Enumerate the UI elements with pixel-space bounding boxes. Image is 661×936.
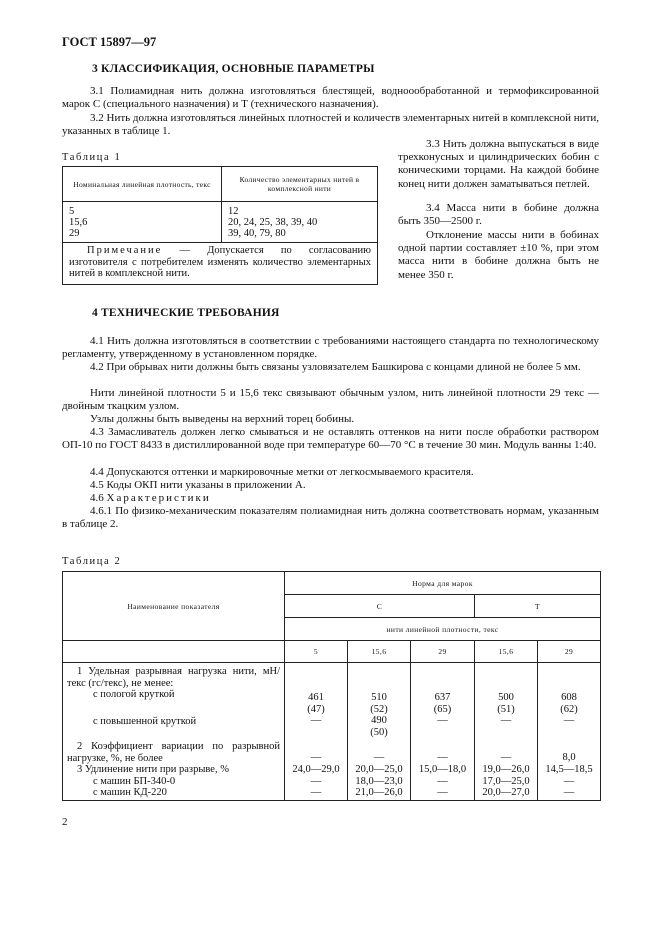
- table-cell: —: [285, 787, 348, 800]
- document-id: ГОСТ 15897—97: [62, 35, 157, 49]
- table-cell: —: [538, 787, 601, 800]
- paragraph-3-4: 3.4 Масса нити в бобине должна быть 350—2500 г.: [398, 202, 599, 228]
- paragraph-4-3: 4.3 Замасливатель должен легко смываться и не оставлять оттенков на нити после обработки раствором ОП-10 по ГОСТ 8433 в дистиллированной воде при температуре 60—70 °С в течение 30 мин. Модуль ванны 1:40.: [62, 426, 599, 452]
- table-1-header-density: Номинальная линейная плотность, текс: [63, 167, 222, 202]
- table-cell: 510 (52): [348, 663, 411, 716]
- table-2-header-blank: [63, 641, 285, 663]
- table-cell: 14,5—18,5: [538, 764, 601, 776]
- table-cell: 21,0—26,0: [348, 787, 411, 800]
- table-2-col-c-5: 5: [285, 641, 348, 663]
- table-2-caption: Таблица 2: [62, 556, 122, 567]
- table-2: [62, 571, 601, 801]
- paragraph-4-6-1: 4.6.1 По физико-механическим показателям полиамидная нить должна соответствовать нормам, указанным в таблице 2.: [62, 505, 599, 531]
- table-cell: 8,0: [538, 738, 601, 764]
- table-2-row-3b-label: с машин КД-220: [63, 787, 285, 800]
- table-2-row-2-label: 2 Коэффициент вариации по разрывной нагрузке, %, не более: [63, 738, 285, 764]
- table-row: [63, 764, 601, 776]
- table-row: [63, 663, 601, 716]
- table-2-col-t-29: 29: [538, 641, 601, 663]
- table-cell: —: [285, 738, 348, 764]
- table-cell: 490 (50): [348, 715, 411, 738]
- table-2-col-c-29: 29: [411, 641, 475, 663]
- paragraph-3-1: 3.1 Полиамидная нить должна изготовляться блестящей, водноообработанной и термофиксированной марок С (специального назначения) и Т (технического назначения).: [62, 85, 599, 111]
- table-cell: —: [538, 715, 601, 738]
- table-row: [63, 776, 601, 788]
- table-2-header-name: Наименование показателя: [63, 572, 285, 641]
- paragraph-4-1: 4.1 Нить должна изготовляться в соответствии с требованиями настоящего стандарта по технологическому регламенту, утвержденному в установленном порядке.: [62, 335, 599, 361]
- table-row: [63, 738, 601, 764]
- table-cell: 608 (62): [538, 663, 601, 716]
- table-cell: 19,0—26,0: [475, 764, 538, 776]
- table-cell: 637 (65): [411, 663, 475, 716]
- section-3-title: 3 КЛАССИФИКАЦИЯ, ОСНОВНЫЕ ПАРАМЕТРЫ: [92, 63, 375, 75]
- table-cell: —: [285, 715, 348, 738]
- table-2-col-c-15-6: 15,6: [348, 641, 411, 663]
- table-1-header-count: Количество элементарных нитей в комплексной нити: [222, 167, 378, 202]
- paragraph-4-4: 4.4 Допускаются оттенки и маркировочные метки от легкосмываемого красителя.: [90, 466, 474, 478]
- table-1-caption: Таблица 1: [62, 152, 122, 163]
- table-cell: —: [475, 738, 538, 764]
- table-row: [63, 787, 601, 800]
- table-cell: 15,0—18,0: [411, 764, 475, 776]
- section-4-title: 4 ТЕХНИЧЕСКИЕ ТРЕБОВАНИЯ: [92, 307, 280, 319]
- paragraph-3-4-deviation: Отклонение массы нити в бобинах одной партии составляет ±10 %, при этом масса нити в бобине должна быть не менее 350 г.: [398, 229, 599, 281]
- table-cell: 24,0—29,0: [285, 764, 348, 776]
- table-cell: —: [285, 776, 348, 788]
- paragraph-4-6: 4.6 Характеристики: [90, 492, 211, 504]
- paragraph-4-5: 4.5 Коды ОКП нити указаны в приложении А.: [90, 479, 306, 491]
- table-2-row-1c-label: с повышенной круткой: [63, 715, 285, 738]
- table-cell: 17,0—25,0: [475, 776, 538, 788]
- table-2-col-t-15-6: 15,6: [475, 641, 538, 663]
- table-2-header-density: нити линейной плотности, текс: [285, 618, 601, 641]
- paragraph-4-2-knots: Нити линейной плотности 5 и 15,6 текс связывают обычным узлом, нить линейной плотности 29 текс — двойным ткацким узлом.: [62, 387, 599, 413]
- table-1: [62, 166, 378, 285]
- table-cell: —: [348, 738, 411, 764]
- table-1-count-cell: 12 20, 24, 25, 38, 39, 40 39, 40, 79, 80: [222, 202, 378, 243]
- paragraph-3-3: 3.3 Нить должна выпускаться в виде трехконусных и цилиндрических бобин с коническими торцами. На каждой бобине конец нити должен заматываться петлей.: [398, 138, 599, 190]
- table-cell: —: [411, 738, 475, 764]
- table-cell: —: [411, 787, 475, 800]
- table-1-density-cell: 5 15,6 29: [63, 202, 222, 243]
- table-2-header-mark-t: Т: [475, 595, 601, 618]
- table-row: [63, 715, 601, 738]
- table-2-row-3-label: 3 Удлинение нити при разрыве, %: [63, 764, 285, 776]
- table-cell: —: [538, 776, 601, 788]
- table-2-row-3a-label: с машин БП-340-0: [63, 776, 285, 788]
- paragraph-3-2: 3.2 Нить должна изготовляться линейных плотностей и количеств элементарных нитей в комплексной нити, указанных в таблице 1.: [62, 112, 600, 138]
- table-cell: 20,0—27,0: [475, 787, 538, 800]
- table-cell: 20,0—25,0: [348, 764, 411, 776]
- table-cell: —: [411, 715, 475, 738]
- paragraph-4-2: 4.2 При обрывах нити должны быть связаны узловязателем Башкирова с концами длиной не более 5 мм.: [90, 361, 581, 373]
- table-1-note: Примечание — Допускается по согласованию изготовителя с потребителем изменять количество элементарных нитей в комплексной нити.: [63, 243, 378, 285]
- table-2-row-1-label: 1 Удельная разрывная нагрузка нити, мН/текс (гс/текс), не менее: с пологой круткой: [63, 663, 285, 716]
- table-cell: —: [475, 715, 538, 738]
- table-cell: 461 (47): [285, 663, 348, 716]
- paragraph-4-2-ends: Узлы должны быть выведены на верхний торец бобины.: [90, 413, 355, 425]
- table-cell: 18,0—23,0: [348, 776, 411, 788]
- table-cell: —: [411, 776, 475, 788]
- page-number: 2: [62, 816, 68, 828]
- table-2-header-norm: Норма для марок: [285, 572, 601, 595]
- table-cell: 500 (51): [475, 663, 538, 716]
- table-2-header-mark-c: С: [285, 595, 475, 618]
